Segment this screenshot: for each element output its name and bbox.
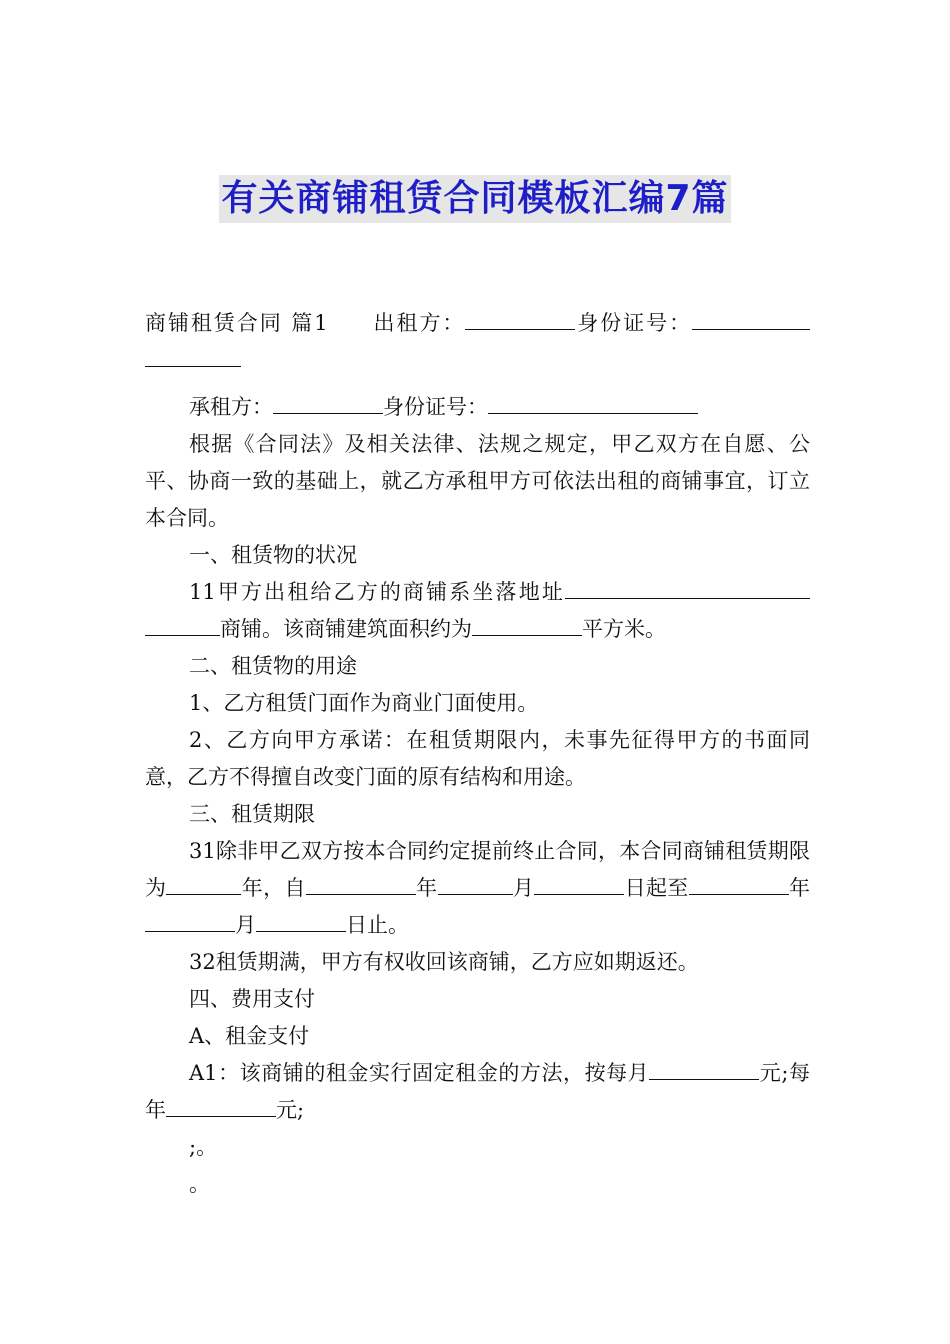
end-year-blank-cont [739, 873, 789, 895]
end-year-blank [689, 873, 739, 895]
lessee-blank [273, 392, 383, 414]
monthly-rent-blank [649, 1058, 759, 1080]
section-heading-2: 二、租赁物的用途 [189, 654, 357, 678]
clause-31-text-d: 月 [512, 876, 535, 900]
lessor-label: 出租方： [371, 311, 466, 335]
document-body [145, 305, 810, 1203]
clause-31-text-c: 年 [415, 876, 438, 900]
document-title: 有关商铺租赁合同模板汇编7篇 [219, 175, 730, 223]
clause-11 [145, 574, 810, 648]
sub-heading-a: A、租金支付 [189, 1024, 310, 1048]
lessor-id-label: 身份证号： [575, 311, 693, 335]
party-lessor-line [145, 305, 810, 379]
clause-11-text-c: 平方米。 [582, 617, 666, 641]
clause-22: 2、乙方向甲方承诺：在租赁期限内，未事先征得甲方的书面同意，乙方不得擅自改变门面的原有结构和用途。 [145, 728, 810, 789]
clause-11-text-b: 商铺。该商铺建筑面积约为 [220, 617, 472, 641]
clause-21: 1、乙方租赁门面作为商业门面使用。 [189, 691, 539, 715]
term-years-blank [166, 873, 241, 895]
contract-heading: 商铺租赁合同 篇1 [145, 311, 328, 335]
clause-31 [145, 833, 810, 944]
clause-31-text-e: 日起至 [624, 876, 689, 900]
clause-a1-text-a: A1：该商铺的租金实行固定租金的方法，按每月 [189, 1061, 650, 1085]
clause-31-text-b: 年，自 [241, 876, 306, 900]
address-blank [565, 577, 810, 599]
clause-31-text-g: 月 [235, 913, 256, 937]
lessee-id-label: 身份证号： [383, 395, 488, 419]
start-year-blank [306, 873, 416, 895]
trailing-line-1: ;。 [189, 1135, 218, 1159]
clause-32: 32租赁期满，甲方有权收回该商铺，乙方应如期返还。 [189, 950, 699, 974]
trailing-line-2: 。 [189, 1172, 210, 1196]
lessee-id-blank [488, 392, 698, 414]
yearly-rent-blank [166, 1095, 276, 1117]
clause-31-text-h: 日止。 [346, 913, 409, 937]
lessor-blank [465, 308, 575, 330]
lessee-label: 承租方： [189, 395, 273, 419]
end-day-blank [256, 910, 346, 932]
party-lessee-line [145, 389, 810, 426]
clause-11-text-a: 11甲方出租给乙方的商铺系坐落地址 [189, 580, 565, 604]
section-heading-3: 三、租赁期限 [189, 802, 315, 826]
section-heading-1: 一、租赁物的状况 [189, 543, 357, 567]
clause-a1-text-b: 元;每年 [145, 1061, 810, 1122]
address-blank-cont [145, 614, 220, 636]
start-day-blank [534, 873, 624, 895]
clause-a1 [145, 1055, 810, 1129]
document-title-wrap [0, 175, 950, 223]
clause-31-text-f: 年 [788, 876, 811, 900]
lessor-id-blank [692, 308, 810, 330]
lessor-id-blank-cont [145, 345, 241, 367]
basis-paragraph: 根据《合同法》及相关法律、法规之规定，甲乙双方在自愿、公平、协商一致的基础上，就乙方承租甲方可依法出租的商铺事宜，订立本合同。 [145, 432, 810, 530]
section-heading-4: 四、费用支付 [189, 987, 315, 1011]
clause-31-text-a: 31除非甲乙双方按本合同约定提前终止合同，本合同商铺租赁期限为 [145, 839, 810, 900]
end-month-blank [145, 910, 235, 932]
start-month-blank [438, 873, 513, 895]
clause-a1-text-c: 元; [276, 1098, 305, 1122]
area-blank [472, 614, 582, 636]
